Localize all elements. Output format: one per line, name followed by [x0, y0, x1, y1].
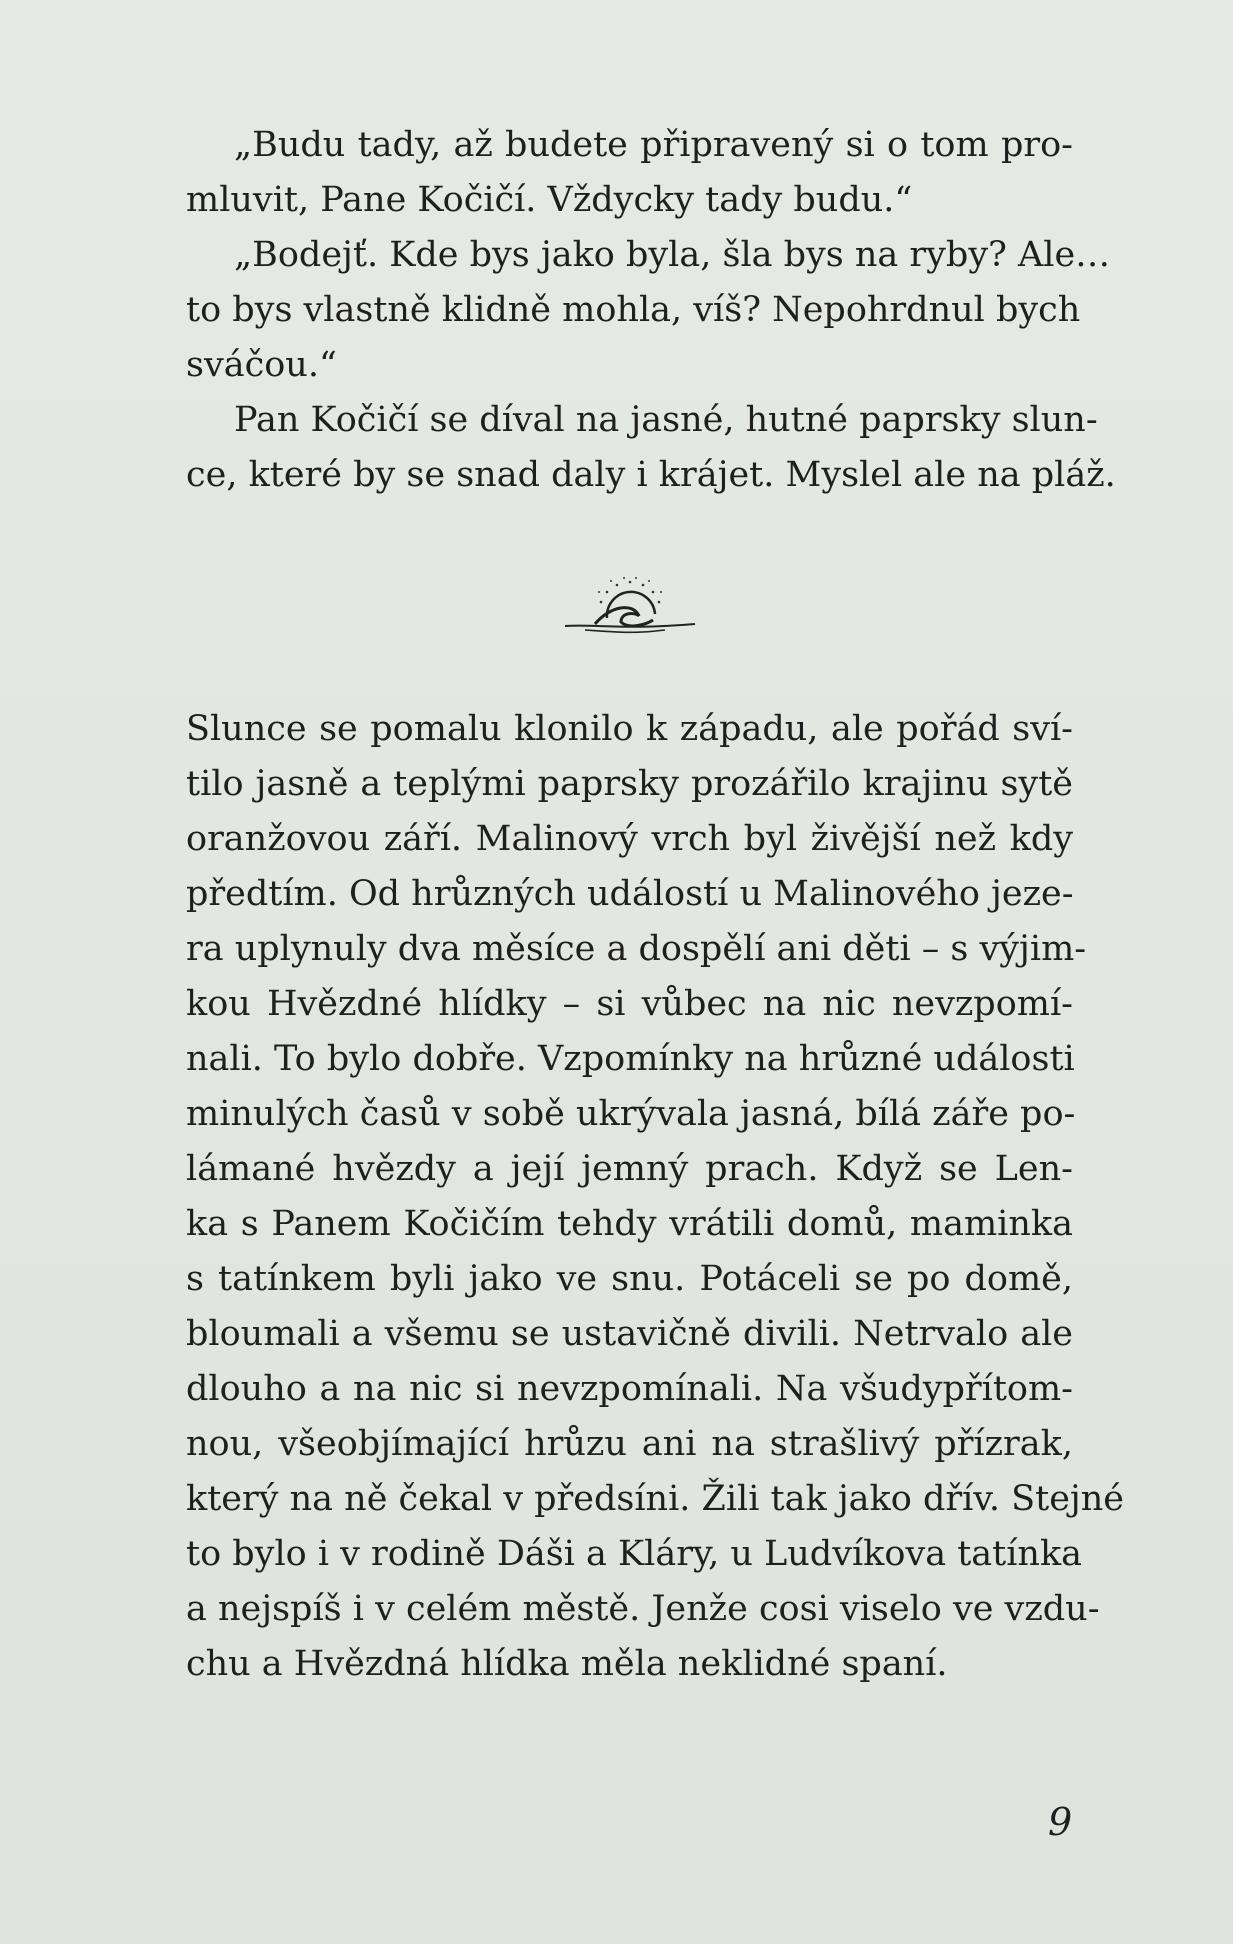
text-line: to bys vlastně klidně mohla, víš? Nepohrdnul bych: [186, 290, 1081, 330]
text-line: ra uplynuly dva měsíce a dospělí ani děti – s výjim-: [186, 929, 1087, 969]
text-line: to bylo i v rodině Dáši a Kláry, u Ludvíkova tatínka: [186, 1534, 1083, 1574]
text-line: sváčou.“: [186, 345, 337, 385]
paragraph-2: [186, 228, 1111, 393]
text-line: tilo jasně a teplými paprsky prozářilo krajinu sytě: [186, 764, 1073, 804]
text-line: ce, které by se snad daly i krájet. Myslel ale na pláž.: [186, 455, 1116, 495]
narrative-paragraph: [186, 702, 1125, 1692]
text-line: ka s Panem Kočičím tehdy vrátili domů, maminka: [186, 1204, 1073, 1244]
text-line: s tatínkem byli jako ve snu. Potáceli se po domě,: [186, 1259, 1073, 1299]
text-line: Slunce se pomalu klonilo k západu, ale pořád sví-: [186, 709, 1073, 749]
text-line: lámané hvězdy a její jemný prach. Když se Len-: [186, 1149, 1073, 1189]
text-line: Pan Kočičí se díval na jasné, hutné paprsky slun-: [234, 400, 1098, 440]
text-line: a nejspíš i v celém městě. Jenže cosi viselo ve vzdu-: [186, 1589, 1100, 1629]
text-line: nou, všeobjímající hrůzu ani na strašlivý přízrak,: [186, 1424, 1073, 1464]
text-line: předtím. Od hrůzných událostí u Malinového jeze-: [186, 874, 1074, 914]
text-line: minulých časů v sobě ukrývala jasná, bílá záře po-: [186, 1094, 1076, 1134]
text-line: který na ně čekal v předsíni. Žili tak jako dřív. Stejné: [186, 1479, 1125, 1519]
text-line: dlouho a na nic si nevzpomínali. Na všudypřítom-: [186, 1369, 1073, 1409]
text-line: oranžovou září. Malinový vrch byl živější než kdy: [186, 819, 1073, 859]
page-number: 9: [1048, 1800, 1073, 1844]
paragraph-1: [186, 118, 1073, 228]
sun-over-waves-icon: [555, 568, 705, 648]
text-line: nali. To bylo dobře. Vzpomínky na hrůzné události: [186, 1039, 1075, 1079]
text-line: chu a Hvězdná hlídka měla neklidné spaní.: [186, 1644, 948, 1684]
text-line: „Bodejť. Kde bys jako byla, šla bys na ryby? Ale…: [234, 235, 1111, 275]
text-line: „Budu tady, až budete připravený si o tom pro-: [234, 125, 1073, 165]
text-line: mluvit, Pane Kočičí. Vždycky tady budu.“: [186, 180, 913, 220]
paragraph-3: [186, 393, 1116, 503]
paragraph-4: [186, 702, 1125, 1692]
text-line: bloumali a všemu se ustavičně divili. Netrvalo ale: [186, 1314, 1073, 1354]
text-line: kou Hvězdné hlídky – si vůbec na nic nevzpomí-: [186, 984, 1073, 1024]
dialogue-section: [186, 118, 1116, 503]
